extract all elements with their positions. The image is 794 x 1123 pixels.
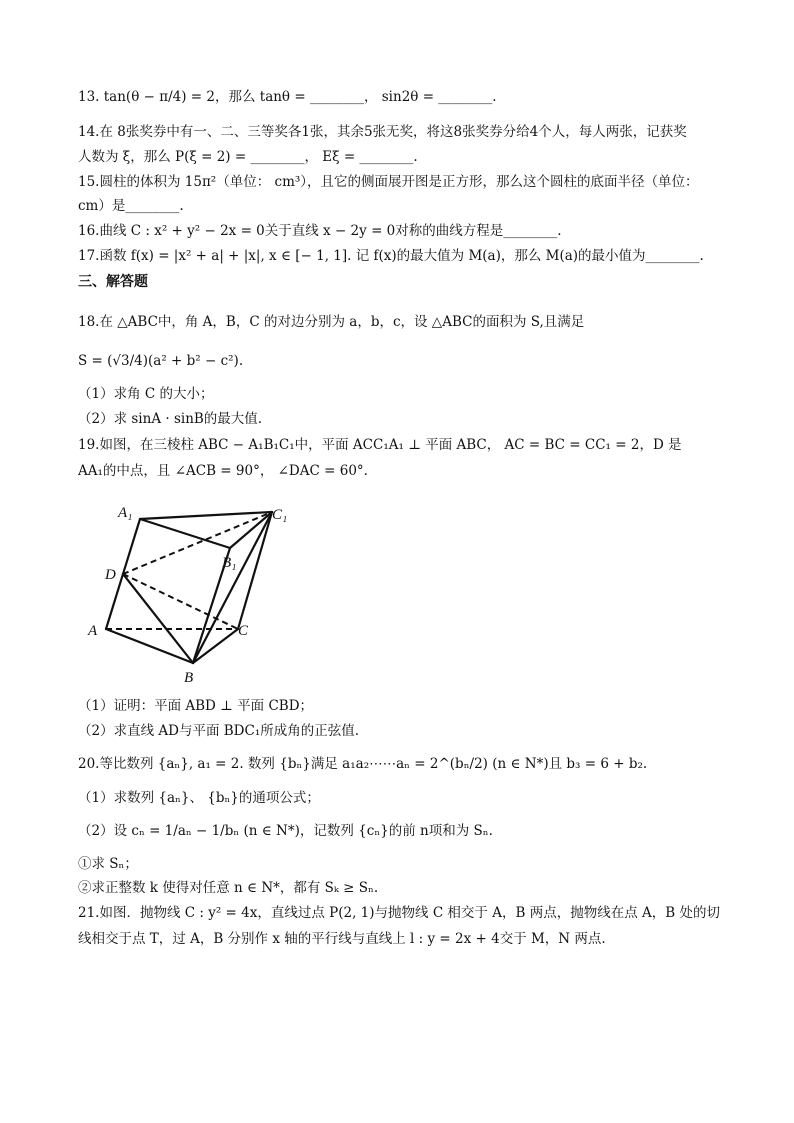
question-18-line-1: 18.在 △ABC中，角 A，B，C 的对边分别为 a，b，c，设 △ABC的面积为 S,且满足 [78, 314, 585, 330]
question-15-line-1: 15.圆柱的体积为 15π²（单位： cm³），且它的侧面展开图是正方形，那么这个圆柱的底面半径（单位： [78, 174, 699, 190]
question-17: 17.函数 f(x) = |x² + a| + |x|, x ∈ [− 1, 1]. 记 f(x)的最大值为 M(a)，那么 M(a)的最小值为________. [78, 248, 704, 264]
label-a1: A₁ [118, 505, 133, 521]
question-18-part-2: （2）求 sinA · sinB的最大值. [78, 411, 263, 427]
question-20-line-1: 20.等比数列 {aₙ}, a₁ = 2. 数列 {bₙ}满足 a₁a₂⋯⋯aₙ = 2^(bₙ/2) (n ∈ N*)且 b₃ = 6 + b₂. [78, 756, 648, 772]
label-c1: C₁ [272, 507, 288, 523]
question-20-part-1: （1）求数列 {aₙ}、 {bₙ}的通项公式； [78, 790, 320, 806]
question-19-line-2: AA₁的中点，且 ∠ACB = 90°， ∠DAC = 60°. [78, 463, 368, 479]
label-d: D [105, 567, 116, 583]
question-20-part-2: （2）设 cₙ = 1/aₙ − 1/bₙ (n ∈ N*)，记数列 {cₙ}的前 n项和为 Sₙ. [78, 823, 493, 839]
question-19-part-2: （2）求直线 AD与平面 BDC₁所成角的正弦值. [78, 723, 360, 739]
question-20-part-2-ii: ②求正整数 k 使得对任意 n ∈ N*，都有 Sₖ ≥ Sₙ. [78, 880, 379, 896]
question-20-part-2-i: ①求 Sₙ； [78, 856, 138, 872]
question-21-line-1: 21.如图．抛物线 C : y² = 4x，直线过点 P(2, 1)与抛物线 C 相交于 A，B 两点，抛物线在点 A，B 处的切 [78, 905, 720, 921]
prism-figure [80, 495, 310, 695]
question-16: 16.曲线 C : x² + y² − 2x = 0关于直线 x − 2y = 0对称的曲线方程是________. [78, 223, 562, 239]
edge-b-c1 [193, 512, 272, 663]
question-18-part-1: （1）求角 C 的大小； [78, 386, 214, 402]
edge-a1-c1 [140, 512, 272, 519]
label-b1: B₁ [222, 555, 237, 571]
edge-a1-b1 [140, 519, 230, 548]
label-a: A [88, 623, 98, 639]
question-18-formula: S = (√3/4)(a² + b² − c²). [78, 353, 244, 369]
edge-b-c [193, 629, 238, 663]
section-title: 三、解答题 [78, 274, 148, 290]
edge-d-c-hidden [123, 574, 238, 629]
edge-c1-c [238, 512, 272, 629]
question-21-line-2: 线相交于点 T，过 A，B 分别作 x 轴的平行线与直线上 l : y = 2x + 4交于 M，N 两点. [78, 931, 606, 947]
question-15-line-2: cm）是________. [78, 198, 184, 214]
question-19-line-1: 19.如图，在三棱柱 ABC − A₁B₁C₁中，平面 ACC₁A₁ ⊥ 平面 ABC， AC = BC = CC₁ = 2，D 是 [78, 437, 682, 453]
label-b: B [184, 670, 194, 686]
label-c: C [238, 623, 249, 639]
question-14-line-2: 人数为 ξ，那么 P(ξ = 2) = ________， Eξ = ________. [78, 149, 418, 165]
question-19-part-1: （1）证明：平面 ABD ⊥ 平面 CBD； [78, 698, 314, 714]
question-13: 13. tan(θ − π/4) = 2，那么 tanθ = ________， sin2θ = ________. [78, 89, 497, 105]
question-14-line-1: 14.在 8张奖券中有一、二、三等奖各1张，其余5张无奖，将这8张奖券分给4个人，每人两张，记获奖 [78, 124, 687, 140]
